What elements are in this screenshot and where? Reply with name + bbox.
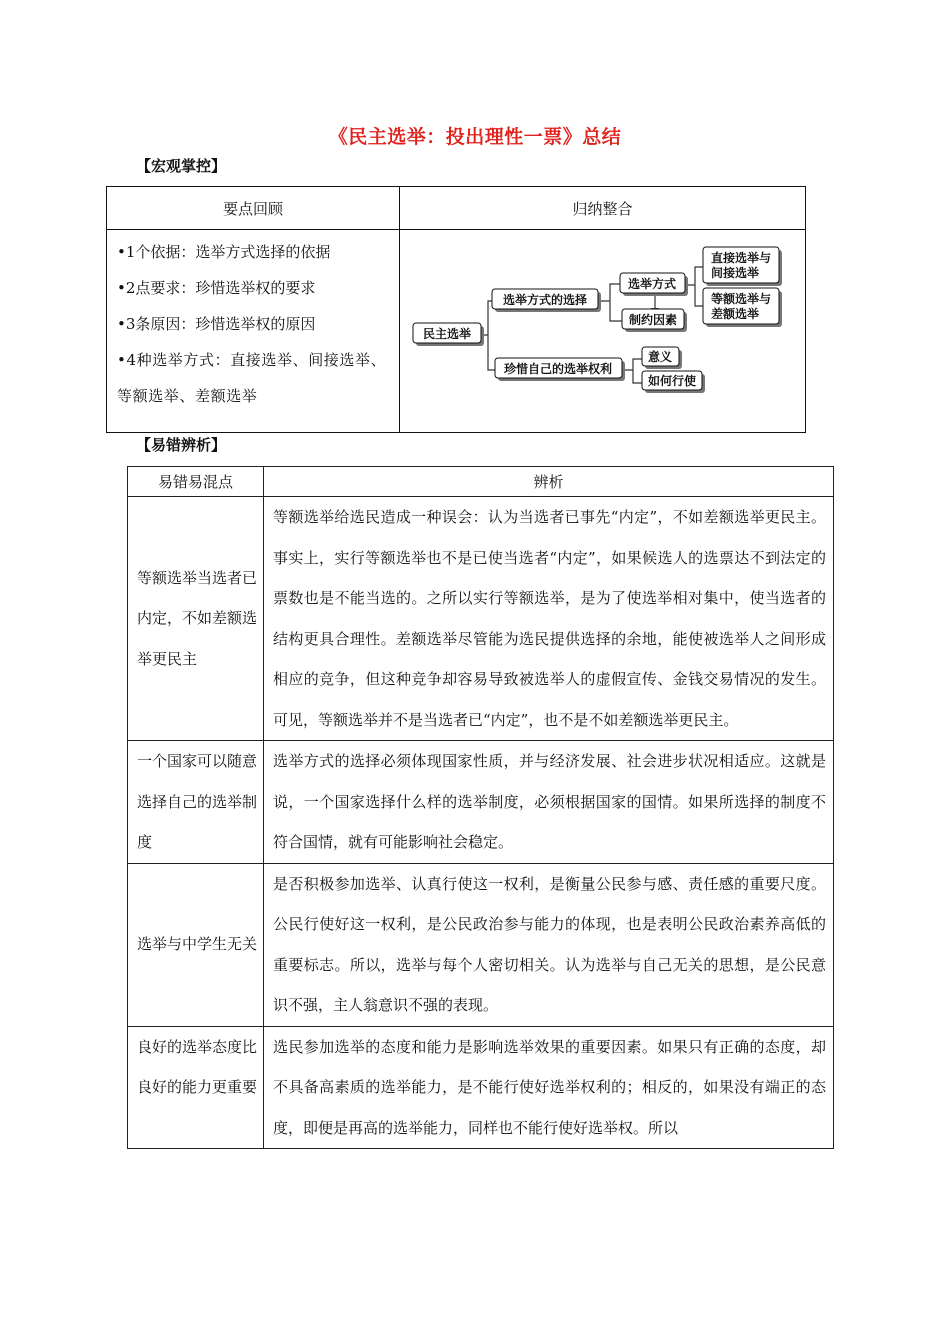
node-branch1-child-label: 选举方式 bbox=[627, 277, 677, 291]
error-point-cell: 一个国家可以随意选择自己的选举制度 bbox=[128, 741, 264, 864]
section-label-errors: 【易错辨析】 bbox=[136, 436, 227, 454]
error-point-cell: 良好的选举态度比良好的能力更重要 bbox=[128, 1026, 264, 1149]
section-label-overview: 【宏观掌控】 bbox=[136, 157, 227, 175]
errors-header-row bbox=[128, 467, 834, 497]
error-point-cell: 等额选举当选者已内定，不如差额选举更民主 bbox=[128, 497, 264, 741]
summary-diagram-cell bbox=[400, 230, 806, 433]
overview-body-row bbox=[107, 230, 806, 433]
error-point-cell: 选举与中学生无关 bbox=[128, 863, 264, 1026]
errors-table bbox=[127, 466, 834, 1149]
document-title: 《民主选举：投出理性一票》总结 bbox=[328, 126, 622, 148]
node-leaf2-label-line1: 等额选举与 bbox=[710, 292, 772, 306]
error-analysis-cell: 是否积极参加选举、认真行使这一权利，是衡量公民参与感、责任感的重要尺度。公民行使好这一权利，是公民政治参与能力的体现，也是表明公民政治素养高低的重要标志。所以，选举与每个人密切相关。认为选举与自己无关的思想，是公民意识不强，主人翁意识不强的表现。 bbox=[264, 863, 834, 1026]
node-leaf1-label-line2: 间接选举 bbox=[710, 266, 760, 280]
point-item: •3条原因：珍惜选举权的原因 bbox=[117, 315, 316, 333]
node-branch2-child1-label: 意义 bbox=[647, 350, 673, 364]
table-row bbox=[128, 497, 834, 741]
node-root-label: 民主选举 bbox=[422, 327, 472, 341]
node-leaf1-label-line1: 直接选举与 bbox=[710, 251, 772, 265]
error-analysis-cell: 选民参加选举的态度和能力是影响选举效果的重要因素。如果只有正确的态度，却不具备高素质的选举能力，是不能行使好选举权利的；相反的，如果没有端正的态度，即便是再高的选举能力，同样也不能行使好选举权。所以 bbox=[264, 1026, 834, 1149]
overview-header-summary: 归纳整合 bbox=[400, 187, 806, 230]
node-leaf2-label-line2: 差额选举 bbox=[710, 307, 760, 321]
node-branch2-child2-label: 如何行使 bbox=[647, 374, 697, 388]
node-branch1-child2-label: 制约因素 bbox=[628, 313, 678, 327]
point-item: •4种选举方式：直接选举、间接选举、等额选举、差额选举 bbox=[117, 351, 387, 405]
node-branch2-label: 珍惜自己的选举权利 bbox=[503, 362, 613, 376]
errors-header-analysis: 辨析 bbox=[264, 467, 834, 497]
summary-mind-map bbox=[400, 230, 805, 428]
point-item: •1个依据：选举方式选择的依据 bbox=[117, 243, 331, 261]
error-analysis-cell: 等额选举给选民造成一种误会：认为当选者已事先“内定”，不如差额选举更民主。事实上，实行等额选举也不是已使当选者“内定”，如果候选人的选票达不到法定的票数也是不能当选的。之所以实行等额选举，是为了使选举相对集中，使当选者的结构更具合理性。差额选举尽管能为选民提供选择的余地，能使被选举人之间形成相应的竞争，但这种竞争却容易导致被选举人的虚假宣传、金钱交易情况的发生。可见，等额选举并不是当选者已“内定”，也不是不如差额选举更民主。 bbox=[264, 497, 834, 741]
table-row bbox=[128, 741, 834, 864]
overview-header-points: 要点回顾 bbox=[107, 187, 400, 230]
errors-header-point: 易错易混点 bbox=[128, 467, 264, 497]
error-analysis-cell: 选举方式的选择必须体现国家性质，并与经济发展、社会进步状况相适应。这就是说，一个国家选择什么样的选举制度，必须根据国家的国情。如果所选择的制度不符合国情，就有可能影响社会稳定。 bbox=[264, 741, 834, 864]
overview-header-row bbox=[107, 187, 806, 230]
overview-table bbox=[106, 186, 806, 433]
point-item: •2点要求：珍惜选举权的要求 bbox=[117, 279, 316, 297]
table-row bbox=[128, 1026, 834, 1149]
node-branch1-label: 选举方式的选择 bbox=[502, 293, 588, 307]
table-row bbox=[128, 863, 834, 1026]
overview-points-cell bbox=[107, 230, 400, 433]
